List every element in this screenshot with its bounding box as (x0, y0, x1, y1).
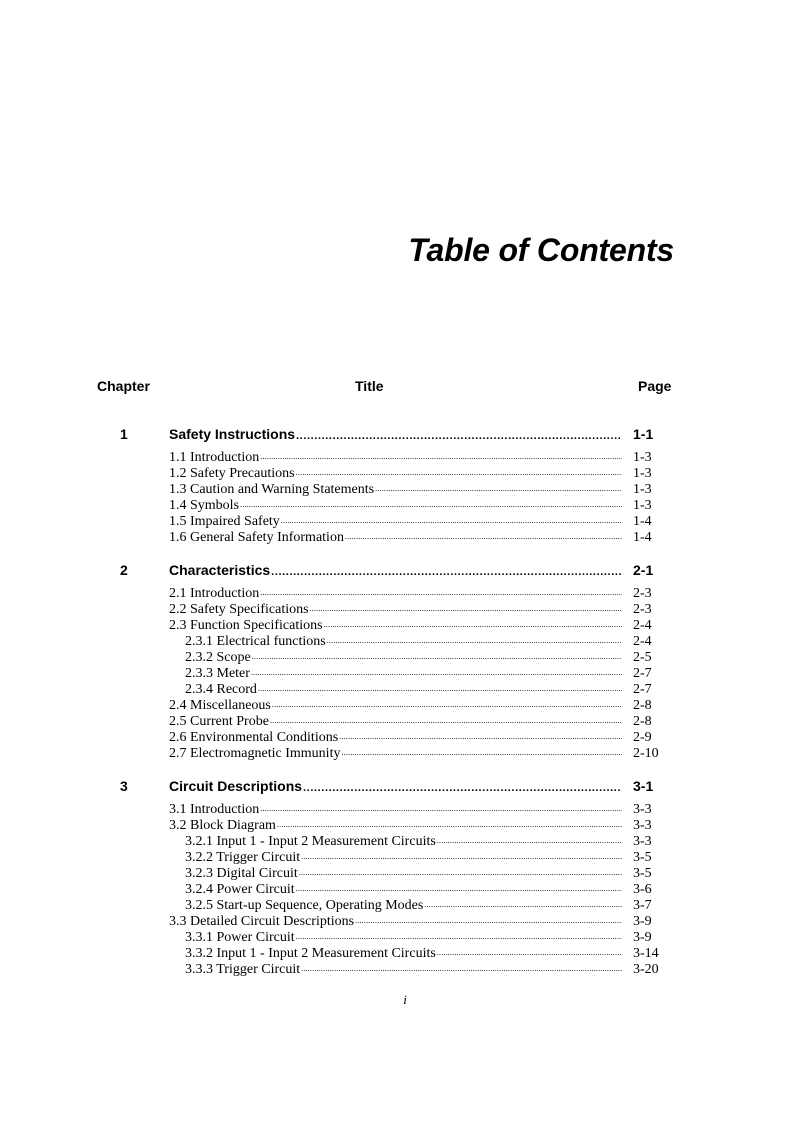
toc-entry[interactable] (0, 666, 793, 682)
entry-page: 2-9 (633, 730, 652, 745)
entry-title: 1.4 Symbols (169, 498, 240, 513)
toc-entry[interactable] (0, 450, 793, 466)
chapter-title: Safety Instructions (169, 426, 296, 442)
entry-title: 3.2.1 Input 1 - Input 2 Measurement Circuits (185, 834, 436, 849)
entry-title: 3.2 Block Diagram (169, 818, 276, 833)
entry-page: 2-4 (633, 618, 652, 633)
entry-page: 3-7 (633, 898, 652, 913)
entry-title: 2.1 Introduction (169, 586, 260, 601)
toc-entry[interactable] (0, 514, 793, 530)
entry-title: 2.3.4 Record (185, 682, 257, 697)
dot-leader (296, 430, 622, 442)
entry-title: 1.1 Introduction (169, 450, 260, 465)
dot-leader (260, 801, 622, 817)
entry-page: 2-10 (633, 746, 659, 761)
column-header-title: Title (355, 378, 384, 394)
dot-leader (277, 817, 622, 833)
entry-page: 2-4 (633, 634, 652, 649)
toc-entry[interactable] (0, 898, 793, 914)
entry-page: 1-3 (633, 450, 652, 465)
page-number: i (403, 992, 407, 1007)
entry-page: 2-3 (633, 602, 652, 617)
dot-leader (327, 633, 622, 649)
chapter-number: 3 (120, 778, 128, 794)
chapter-title-line (169, 562, 622, 578)
dot-leader (339, 729, 622, 745)
entry-page: 1-4 (633, 530, 652, 545)
toc-entry[interactable] (0, 802, 793, 818)
entry-title: 3.2.2 Trigger Circuit (185, 850, 301, 865)
chapter-page: 1-1 (633, 426, 654, 442)
toc-entry[interactable] (0, 602, 793, 618)
entry-title: 3.3.1 Power Circuit (185, 930, 295, 945)
entry-title-line (169, 746, 622, 763)
column-header-page: Page (638, 378, 672, 394)
dot-leader (341, 745, 622, 761)
toc-entry[interactable] (0, 530, 793, 546)
dot-leader (345, 529, 622, 545)
entry-page: 2-8 (633, 698, 652, 713)
dot-leader (251, 665, 622, 681)
toc-entry[interactable] (0, 682, 793, 698)
dot-leader (437, 833, 622, 849)
toc-entry[interactable] (0, 466, 793, 482)
entry-title: 2.3.3 Meter (185, 666, 250, 681)
toc-entry[interactable] (0, 482, 793, 498)
chapter-title-line (169, 426, 622, 442)
toc-entry[interactable] (0, 730, 793, 746)
entry-title: 2.6 Environmental Conditions (169, 730, 339, 745)
entry-title: 2.3 Function Specifications (169, 618, 323, 633)
chapter-title: Characteristics (169, 562, 271, 578)
chapter-page: 3-1 (633, 778, 654, 794)
dot-leader (270, 713, 622, 729)
entry-page: 3-5 (633, 850, 652, 865)
toc-entry[interactable] (0, 850, 793, 866)
entry-page: 2-8 (633, 714, 652, 729)
toc-entry[interactable] (0, 834, 793, 850)
entry-page: 2-7 (633, 682, 652, 697)
toc-entry[interactable] (0, 914, 793, 930)
toc-entry[interactable] (0, 498, 793, 514)
page-title: Table of Contents (408, 232, 674, 268)
entry-page: 2-5 (633, 650, 652, 665)
entry-title: 3.2.5 Start-up Sequence, Operating Modes (185, 898, 424, 913)
dot-leader (324, 617, 622, 633)
toc-entry[interactable] (0, 586, 793, 602)
dot-leader (310, 601, 622, 617)
dot-leader (272, 697, 622, 713)
entry-title: 3.3 Detailed Circuit Descriptions (169, 914, 355, 929)
toc-entry[interactable] (0, 618, 793, 634)
entry-title-line (169, 530, 622, 547)
dot-leader (301, 849, 622, 865)
toc-entry[interactable] (0, 698, 793, 714)
chapter-number: 2 (120, 562, 128, 578)
toc-entry[interactable] (0, 882, 793, 898)
dot-leader (296, 929, 622, 945)
dot-leader (296, 465, 622, 481)
dot-leader (296, 881, 622, 897)
entry-title: 3.2.4 Power Circuit (185, 882, 295, 897)
toc-entry[interactable] (0, 650, 793, 666)
dot-leader (240, 497, 622, 513)
entry-title: 1.3 Caution and Warning Statements (169, 482, 375, 497)
toc-entry[interactable] (0, 634, 793, 650)
entry-page: 2-7 (633, 666, 652, 681)
chapter-row[interactable] (0, 561, 793, 581)
entry-title: 2.3.2 Scope (185, 650, 251, 665)
entry-page: 3-3 (633, 802, 652, 817)
entry-title: 1.5 Impaired Safety (169, 514, 280, 529)
dot-leader (252, 649, 622, 665)
chapter-title-line (169, 778, 622, 794)
dot-leader (355, 913, 622, 929)
chapter-row[interactable] (0, 777, 793, 797)
chapter-row[interactable] (0, 425, 793, 445)
dot-leader (258, 681, 622, 697)
entry-title: 2.5 Current Probe (169, 714, 269, 729)
entry-page: 3-3 (633, 818, 652, 833)
toc-entry[interactable] (0, 930, 793, 946)
dot-leader (299, 865, 622, 881)
entry-page: 3-20 (633, 962, 659, 977)
entry-page: 1-3 (633, 466, 652, 481)
entry-page: 3-3 (633, 834, 652, 849)
dot-leader (260, 449, 622, 465)
entry-title: 2.7 Electromagnetic Immunity (169, 746, 341, 761)
entry-title: 3.1 Introduction (169, 802, 260, 817)
entry-page: 3-5 (633, 866, 652, 881)
dot-leader (424, 897, 622, 913)
entry-title: 3.2.3 Digital Circuit (185, 866, 298, 881)
entry-page: 3-6 (633, 882, 652, 897)
entry-title: 3.3.2 Input 1 - Input 2 Measurement Circuits (185, 946, 436, 961)
entry-title: 2.4 Miscellaneous (169, 698, 271, 713)
toc-entry[interactable] (0, 866, 793, 882)
entry-title: 1.2 Safety Precautions (169, 466, 295, 481)
dot-leader (271, 566, 622, 578)
entry-title: 2.3.1 Electrical functions (185, 634, 326, 649)
toc-entry[interactable] (0, 714, 793, 730)
entry-page: 1-3 (633, 482, 652, 497)
toc-entry[interactable] (0, 746, 793, 762)
chapter-title: Circuit Descriptions (169, 778, 303, 794)
dot-leader (301, 961, 622, 977)
entry-page: 1-3 (633, 498, 652, 513)
dot-leader (260, 585, 622, 601)
entry-page: 1-4 (633, 514, 652, 529)
entry-title-line (185, 962, 622, 979)
dot-leader (281, 513, 622, 529)
entry-title: 1.6 General Safety Information (169, 530, 344, 545)
chapter-page: 2-1 (633, 562, 654, 578)
entry-page: 2-3 (633, 586, 652, 601)
dot-leader (375, 481, 622, 497)
toc-entry[interactable] (0, 946, 793, 962)
entry-title: 2.2 Safety Specifications (169, 602, 309, 617)
entry-title: 3.3.3 Trigger Circuit (185, 962, 301, 977)
entry-page: 3-9 (633, 930, 652, 945)
dot-leader (437, 945, 622, 961)
chapter-number: 1 (120, 426, 128, 442)
entry-page: 3-14 (633, 946, 659, 961)
toc-entry[interactable] (0, 818, 793, 834)
toc-entry[interactable] (0, 962, 793, 978)
column-header-chapter: Chapter (97, 378, 150, 394)
entry-page: 3-9 (633, 914, 652, 929)
dot-leader (303, 782, 622, 794)
